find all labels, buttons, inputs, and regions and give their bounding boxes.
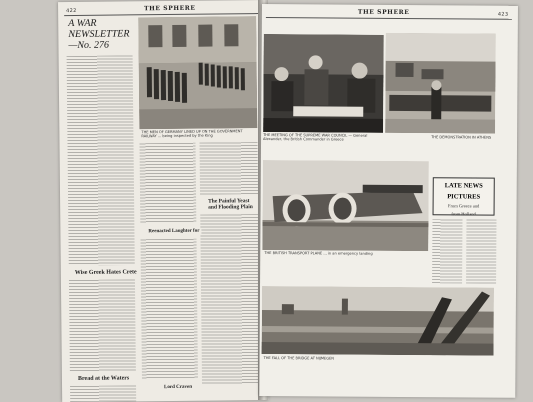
late-news-title-1: LATE NEWS (444, 182, 483, 190)
subhead-bread: Bread at the Waters (77, 375, 130, 382)
right-header-rule (266, 17, 512, 20)
newsletter-title-line-1: A WAR (68, 17, 97, 30)
right-page-number: 423 (497, 11, 509, 18)
text-column-2 (139, 143, 196, 224)
plane-photo-graphic (262, 160, 429, 251)
left-page (58, 0, 268, 402)
newsletter-title (68, 17, 138, 51)
left-running-head: THE SPHERE (144, 4, 196, 13)
newsletter-title-line-2: NEWSLETTER (68, 28, 130, 41)
plane-caption: THE BRITISH TRANSPORT PLANE ... in an emergency landing (264, 251, 373, 256)
late-news-subtitle-2: from Holland (451, 211, 476, 217)
late-news-box (433, 177, 495, 215)
soldiers-photo (138, 16, 257, 129)
war-council-photo-graphic (263, 34, 384, 133)
text-column-3 (199, 142, 258, 195)
soldiers-photo-caption: THE MEN OF GERMANY LINED UP ON THE GOVERNMENT RAILWAY ... being inspected by the King (141, 129, 243, 139)
text-column-3b (200, 214, 260, 385)
right-running-head: THE SPHERE (357, 8, 410, 17)
plane-photo (262, 160, 429, 251)
war-council-photo (263, 34, 384, 133)
bridge-caption: THE FALL OF THE BRIDGE AT NIJMEGEN (263, 356, 334, 361)
bridge-photo-graphic (262, 286, 494, 356)
right-text-column-2 (466, 219, 496, 283)
newsletter-title-line-3: —No. 276 (68, 39, 110, 52)
late-news-subtitle-1: From Greece and (447, 203, 480, 209)
athens-caption: THE DEMONSTRATION IN ATHENS (431, 135, 492, 140)
right-text-column-1 (432, 219, 462, 283)
text-column-1 (67, 55, 135, 266)
athens-photo-graphic (385, 33, 496, 134)
athens-photo (385, 33, 496, 134)
subhead-reenacted: Reenacted Laughter for (148, 228, 200, 235)
subhead-lord-craven: Lord Craven (164, 384, 192, 391)
subhead-painful-yeast: The Painful Yeast and Flooding Plain (206, 198, 258, 211)
text-column-1b (69, 279, 136, 372)
bridge-photo (262, 286, 494, 356)
right-page (259, 4, 518, 398)
soldiers-photo-graphic (138, 16, 257, 129)
late-news-title-2: PICTURES (447, 193, 481, 201)
war-council-caption: THE MEETING OF THE SUPREME WAR COUNCIL — General Alexander, the British Commander in Greece (263, 133, 368, 142)
subhead-wise-greek: Wise Greek Hates Crete (74, 269, 137, 276)
left-page-number: 422 (66, 7, 77, 15)
text-column-2b (140, 239, 197, 380)
